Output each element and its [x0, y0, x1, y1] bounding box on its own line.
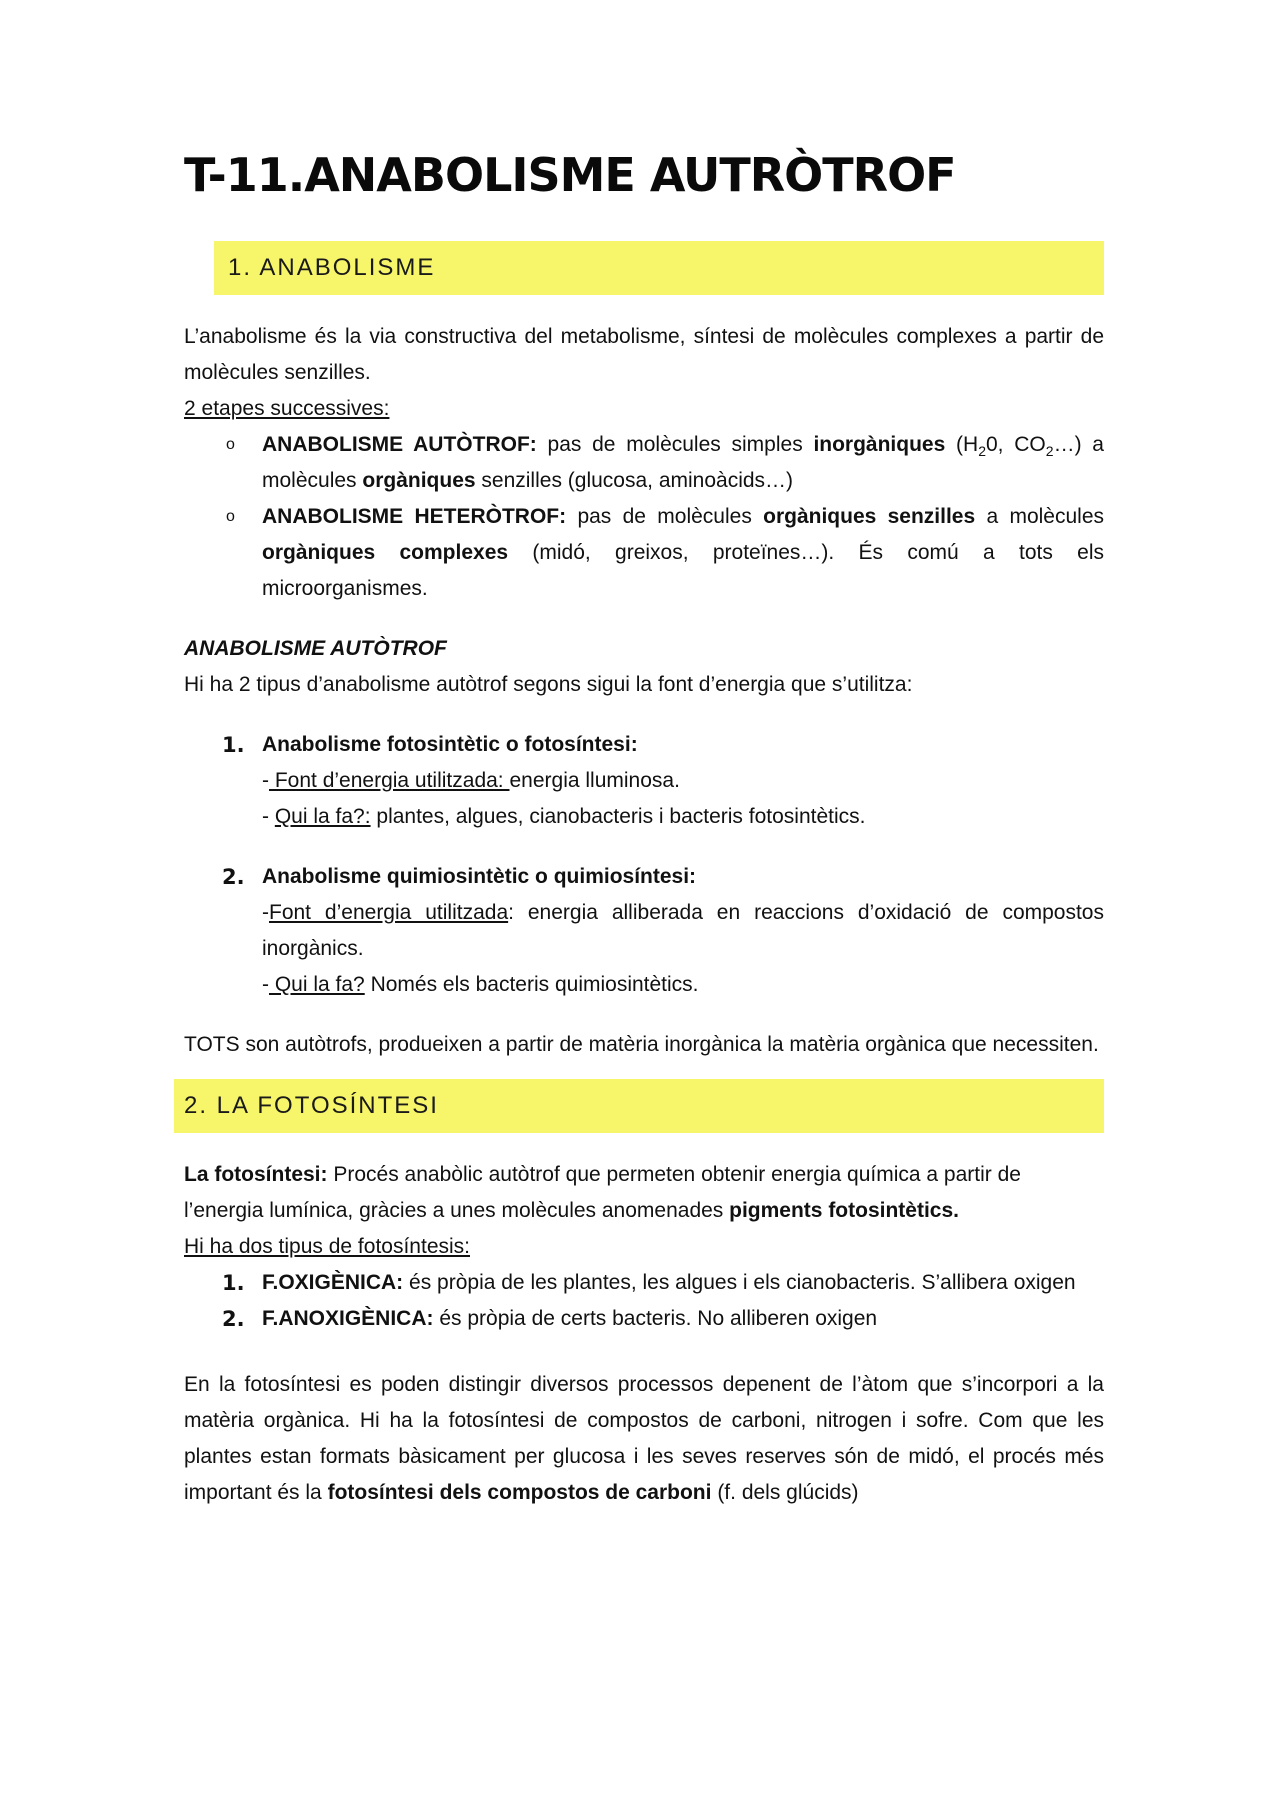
- type-quimiosintetic: [184, 859, 1104, 1003]
- list-text: F.ANOXIGÈNICA: és pròpia de certs bacteris. No alliberen oxigen: [262, 1306, 878, 1330]
- document-page: [184, 150, 1104, 1511]
- autotrof-subheading: ANABOLISME AUTÒTROF: [184, 636, 447, 660]
- fotosintesi-closing: En la fotosíntesi es poden distingir diversos processos depenent de l’àtom que s’incorpori a la matèria orgànica. Hi ha la fotosíntesi de compostos de carboni, nitrogen i sofre. Com que les plantes estan formats bàsicament per glucosa i les seves reserves són de midó, el procés més important és la fotosíntesi dels compostos de carboni (f. dels glúcids): [184, 1372, 1104, 1504]
- stages-label: 2 etapes successives:: [184, 396, 390, 420]
- anabolism-intro: L’anabolisme és la via constructiva del metabolisme, síntesi de molècules complexes a partir de molècules senzilles.: [184, 324, 1104, 384]
- bullet-marker: o: [226, 435, 235, 453]
- bullet-autotrof: [184, 427, 1104, 499]
- list-text: F.OXIGÈNICA: és pròpia de les plantes, les algues i els cianobacteris. S’allibera oxigen: [262, 1270, 1076, 1294]
- document-title: T-11.ANABOLISME AUTRÒTROF: [184, 148, 956, 202]
- list-number: 2.: [222, 1306, 245, 1331]
- section-heading-anabolisme: 1. ANABOLISME: [214, 241, 1104, 295]
- section-heading-fotosintesi: 2. LA FOTOSÍNTESI: [174, 1079, 1104, 1133]
- fotosintesi-definition: La fotosíntesi: Procés anabòlic autòtrof que permeten obtenir energia química a partir de l’energia lumínica, gràcies a unes molècules anomenades pigments fotosintètics.: [184, 1162, 1021, 1222]
- bullet-text: ANABOLISME HETERÒTROF: pas de molècules orgàniques senzilles a molècules orgàniques complexes (midó, greixos, proteïnes…). És comú a tots els microorganismes.: [262, 504, 1105, 600]
- list-number: 1.: [222, 732, 245, 757]
- bullet-heterotrof: [184, 499, 1104, 607]
- fotosintesi-types-label: Hi ha dos tipus de fotosíntesis:: [184, 1234, 470, 1258]
- type-oxigenica: [184, 1265, 1104, 1301]
- list-number: 1.: [222, 1270, 245, 1295]
- autotrof-intro: Hi ha 2 tipus d’anabolisme autòtrof segons sigui la font d’energia que s’utilitza:: [184, 672, 913, 696]
- bullet-text: ANABOLISME AUTÒTROF: pas de molècules simples inorgàniques ($H_20$, $CO_2\dots$) a molècules orgàniques senzilles (glucosa, aminoàcids…): [262, 432, 1104, 492]
- list-number: 2.: [222, 864, 245, 889]
- autotrof-summary: TOTS son autòtrofs, produeixen a partir de matèria inorgànica la matèria orgànica que necessiten.: [184, 1032, 1099, 1056]
- list-text: Anabolisme quimiosintètic o quimiosíntesi: -Font d’energia utilitzada: energia alliberada en reaccions d’oxidació de compostos inorgànics. - Qui la fa? Només els bacteris quimiosintètics.: [262, 864, 1104, 996]
- type-anoxigenica: [184, 1301, 1104, 1337]
- bullet-marker: o: [226, 507, 235, 525]
- type-fotosintetic: [184, 727, 1104, 835]
- list-text: Anabolisme fotosintètic o fotosíntesi: - Font d’energia utilitzada: energia lluminosa. - Qui la fa?: plantes, algues, cianobacteris i bacteris fotosintètics.: [262, 732, 866, 828]
